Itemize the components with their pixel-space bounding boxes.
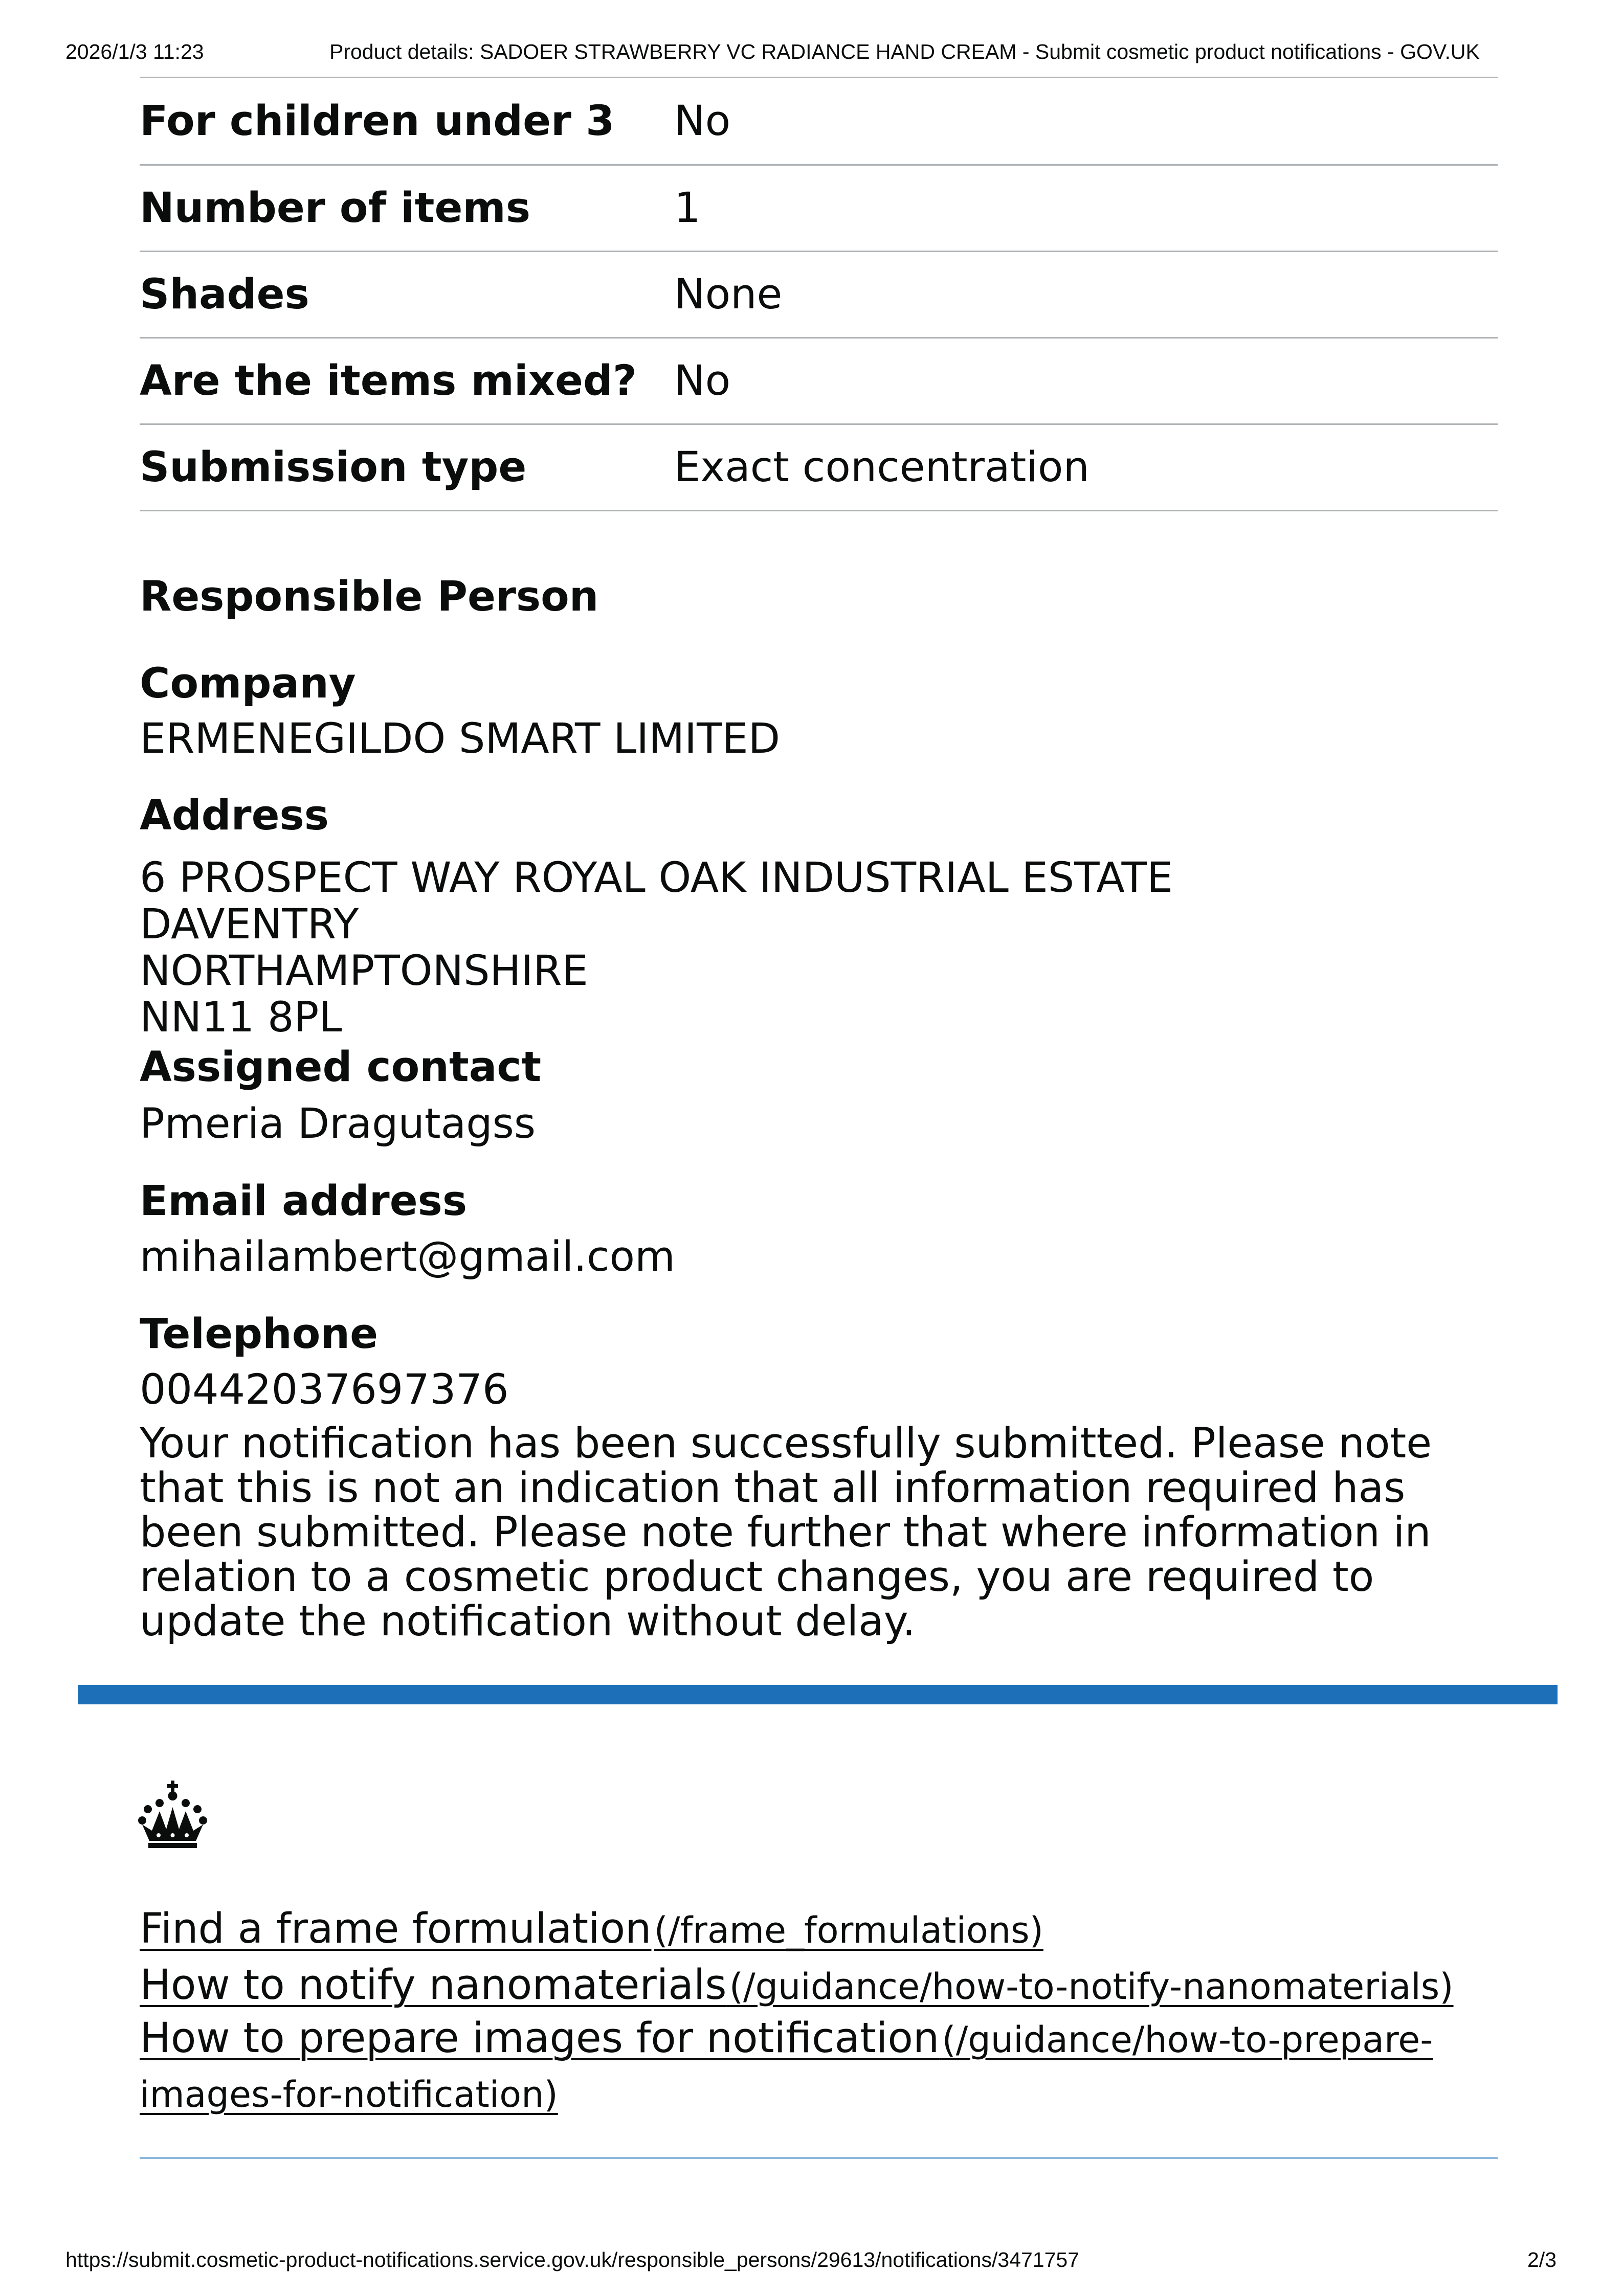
footer-divider xyxy=(140,2157,1498,2159)
email-label: Email address xyxy=(140,1177,468,1225)
address-line: 6 PROSPECT WAY ROYAL OAK INDUSTRIAL ESTATE xyxy=(140,854,1173,902)
address-label: Address xyxy=(140,792,329,840)
summary-row xyxy=(140,424,1498,510)
link-notify-nanomaterials[interactable] xyxy=(140,1960,1490,2022)
address-block xyxy=(140,855,1490,1041)
crown-icon xyxy=(138,1781,207,1850)
summary-row xyxy=(140,78,1498,165)
print-page-title: Product details: SADOER STRAWBERRY VC RADIANCE HAND CREAM - Submit cosmetic product notifications - GOV.UK xyxy=(329,40,1480,63)
link-text: How to notify nanomaterials xyxy=(140,1961,727,2009)
summary-key: Shades xyxy=(140,270,309,319)
summary-value: No xyxy=(674,356,731,405)
link-path: (/frame_formulations) xyxy=(654,1909,1043,1951)
link-text: How to prepare images for notification xyxy=(140,2014,940,2062)
print-datetime: 2026/1/3 11:23 xyxy=(65,40,204,63)
address-line: NORTHAMPTONSHIRE xyxy=(140,947,588,995)
link-path: (/guidance/how-to-notify-nanomaterials) xyxy=(729,1966,1454,2008)
summary-key: Number of items xyxy=(140,184,531,232)
email-value: mihailambert@gmail.com xyxy=(140,1233,675,1281)
link-prepare-images[interactable] xyxy=(140,2016,1490,2127)
assigned-contact-name: Pmeria Dragutagss xyxy=(140,1100,536,1148)
summary-row xyxy=(140,337,1498,424)
footer-top-bar xyxy=(78,1685,1558,1704)
summary-value: No xyxy=(674,97,731,145)
summary-row xyxy=(140,165,1498,251)
link-path: (/guidance/how-to-prepare-images-for-notification) xyxy=(140,2019,1433,2115)
link-find-frame-formulation[interactable] xyxy=(140,1903,1490,1966)
address-line: DAVENTRY xyxy=(140,901,359,949)
summary-value: None xyxy=(674,270,783,319)
summary-key: For children under 3 xyxy=(140,97,615,145)
product-summary-list xyxy=(140,78,1498,511)
telephone-value: 00442037697376 xyxy=(140,1366,509,1414)
address-line: NN11 8PL xyxy=(140,994,342,1042)
company-name: ERMENEGILDO SMART LIMITED xyxy=(140,715,781,763)
summary-row xyxy=(140,251,1498,337)
responsible-person-heading: Responsible Person xyxy=(140,573,599,621)
print-url: https://submit.cosmetic-product-notifications.service.gov.uk/responsible_persons/29613/notifications/3471757 xyxy=(65,2248,1079,2271)
company-label: Company xyxy=(140,660,356,708)
summary-key: Submission type xyxy=(140,443,527,491)
summary-value: Exact concentration xyxy=(674,443,1090,491)
summary-key: Are the items mixed? xyxy=(140,356,637,405)
assigned-contact-label: Assigned contact xyxy=(140,1043,542,1091)
summary-value: 1 xyxy=(674,184,701,232)
submission-notice: Your notification has been successfully submitted. Please note that this is not an indication that all information required has been submitted. Please note further that where information in relation to a cosmetic product changes, you are required to update the notification without delay. xyxy=(140,1420,1432,1646)
link-text: Find a frame formulation xyxy=(140,1905,652,1953)
telephone-label: Telephone xyxy=(140,1310,379,1358)
page-number: 2/3 xyxy=(1527,2248,1557,2271)
